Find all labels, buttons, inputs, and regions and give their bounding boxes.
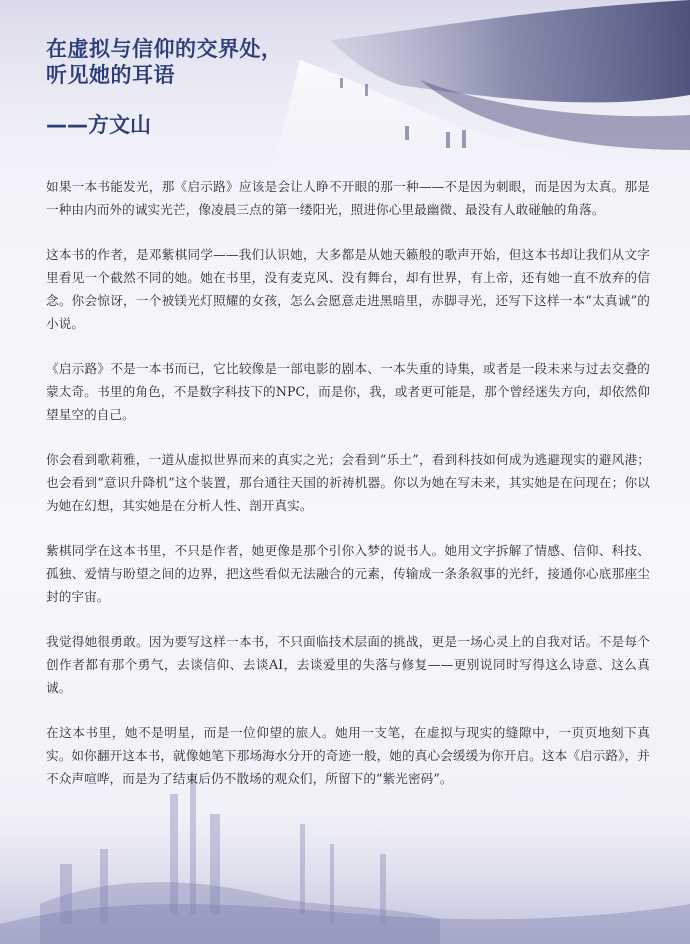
author-byline: ——方文山	[46, 113, 151, 137]
essay-body	[46, 175, 650, 812]
paragraph-5: 紫棋同学在这本书里，不只是作者，她更像是那个引你入梦的说书人。她用文字拆解了情感、信仰、科技、孤独、爱情与盼望之间的边界，把这些看似无法融合的元素，传输成一条条叙事的光纤，接通你心底那座尘封的宇宙。	[46, 543, 650, 604]
paragraph-4: 你会看到歌莉雅，一道从虚拟世界而来的真实之光；会看到“乐土”，看到科技如何成为逃避现实的避风港；也会看到“意识升降机”这个装置，那台通往天国的祈祷机器。你以为她在写未来，其实她是在问现在；你以为她在幻想，其实她是在分析人性、剖开真实。	[46, 452, 650, 513]
title-line-2: 听见她的耳语	[46, 63, 175, 87]
paragraph-2: 这本书的作者，是邓紫棋同学——我们认识她，大多都是从她天籁般的歌声开始，但这本书却让我们从文字里看见一个截然不同的她。她在书里，没有麦克风、没有舞台，却有世界，有上帝，还有她一直不放弃的信念。你会惊讶，一个被镁光灯照耀的女孩，怎么会愿意走进黑暗里，赤脚寻光，还写下这样一本“太真诚”的小说。	[46, 247, 650, 331]
paragraph-7: 在这本书里，她不是明星，而是一位仰望的旅人。她用一支笔，在虚拟与现实的缝隙中，一页页地刻下真实。如你翻开这本书，就像她笔下那场海水分开的奇迹一般，她的真心会缓缓为你开启。这本《启示路》，并不众声喧哗，而是为了结束后仍不散场的观众们，所留下的“紫光密码”。	[46, 725, 650, 786]
essay-title	[46, 36, 283, 88]
paragraph-1: 如果一本书能发光，那《启示路》应该是会让人睁不开眼的那一种——不是因为刺眼，而是因为太真。那是一种由内而外的诚实光芒，像凌晨三点的第一缕阳光，照进你心里最幽微、最没有人敢碰触的角落。	[46, 179, 650, 217]
title-line-1: 在虚拟与信仰的交界处，	[46, 37, 283, 61]
paragraph-6: 我觉得她很勇敢。因为要写这样一本书，不只面临技术层面的挑战，更是一场心灵上的自我对话。不是每个创作者都有那个勇气，去谈信仰、去谈AI，去谈爱里的失落与修复——更别说同时写得这么诗意、这么真诚。	[46, 634, 650, 695]
snow-landscape-illustration	[0, 0, 690, 200]
paragraph-3: 《启示路》不是一本书而已，它比较像是一部电影的剧本、一本失重的诗集，或者是一段未来与过去交叠的蒙太奇。书里的角色，不是数字科技下的NPC，而是你，我，或者更可能是，那个曾经迷失方向，却依然仰望星空的自己。	[46, 361, 650, 422]
